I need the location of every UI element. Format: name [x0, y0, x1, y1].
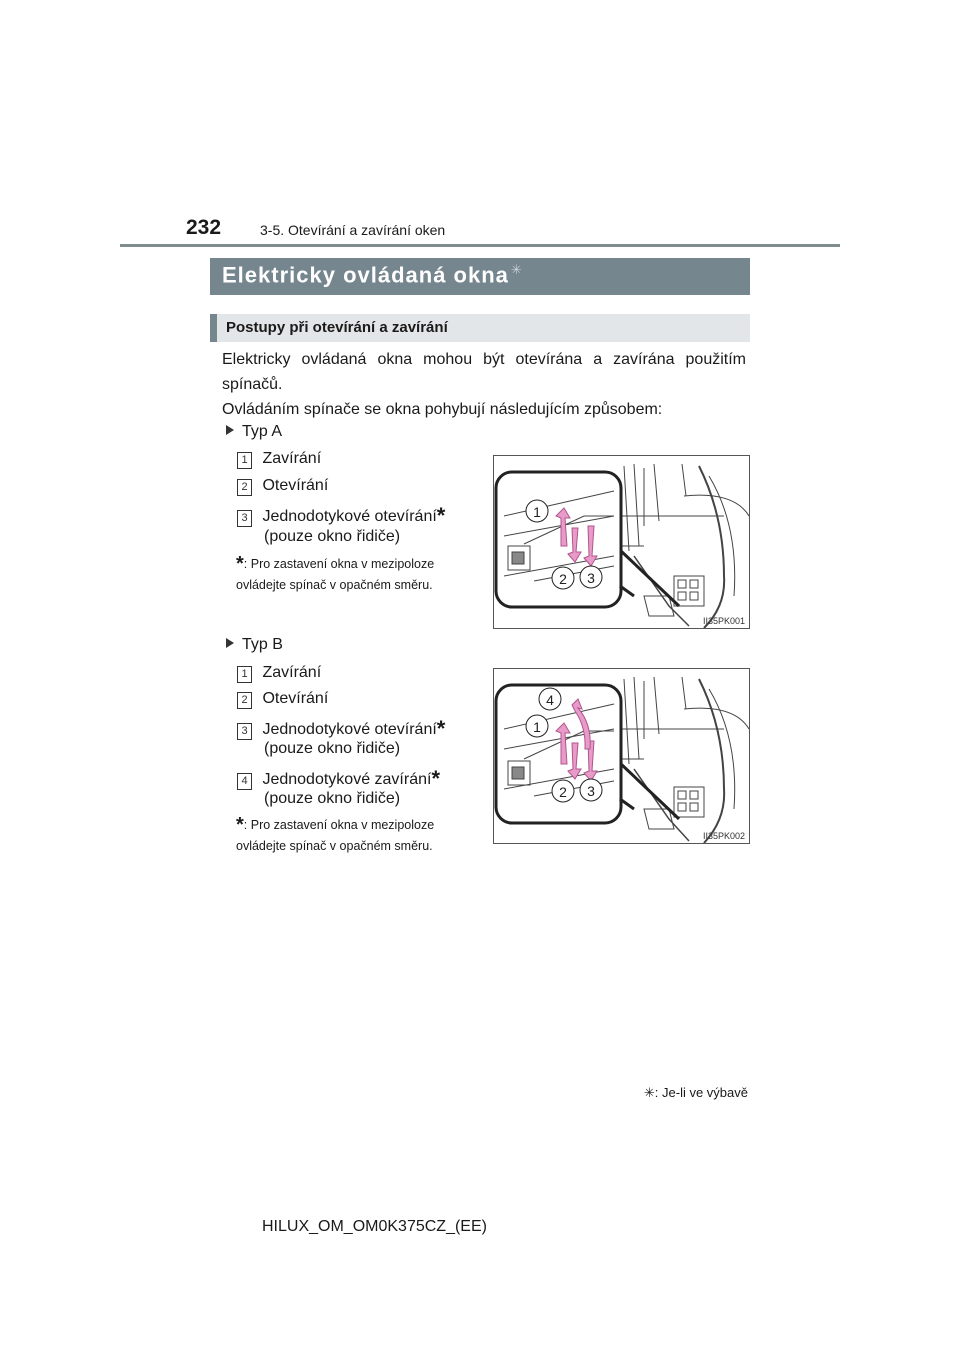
item-text: Zavírání — [262, 450, 322, 467]
title-bar — [210, 258, 750, 295]
type-a-heading — [226, 423, 282, 441]
type-b-item-3-sub: (pouze okno řidiče) — [264, 740, 401, 757]
note-text: : Pro zastavení okna v mezipoloze ovládejte spínač v opačném směru. — [236, 557, 435, 592]
item-number: 2 — [237, 479, 252, 496]
subtitle-accent — [210, 314, 217, 342]
callout-1: 1 — [533, 504, 541, 520]
figure-code: II35PK001 — [702, 616, 745, 626]
item-number: 1 — [237, 452, 252, 469]
subtitle-bar — [210, 314, 750, 342]
type-a-item-3-sub: (pouze okno řidiče) — [264, 528, 401, 545]
type-a-item-1 — [237, 450, 321, 469]
callout-2: 2 — [559, 571, 567, 587]
triangle-bullet-icon — [226, 638, 234, 648]
item-text: Jednodotykové otevírání — [262, 721, 437, 738]
section-path: 3-5. Otevírání a zavírání oken — [260, 222, 446, 238]
page-title — [222, 262, 523, 288]
item-number: 4 — [237, 773, 252, 790]
figure-type-b — [493, 668, 750, 844]
type-b-item-1 — [237, 664, 321, 683]
note-text: : Pro zastavení okna v mezipoloze ovládejte spínač v opačném směru. — [236, 818, 435, 853]
type-a-heading-text: Typ A — [242, 423, 283, 440]
page-title-text: Elektricky ovládaná okna — [222, 262, 509, 288]
callout-3: 3 — [587, 783, 595, 799]
item-number: 2 — [237, 692, 252, 709]
item-number: 3 — [237, 510, 252, 527]
item-number: 1 — [237, 666, 252, 683]
item-text: Otevírání — [262, 477, 329, 494]
window-switch-illustration-b — [494, 669, 749, 843]
equipment-mark: ✳ — [510, 262, 523, 277]
figure-type-a — [493, 455, 750, 629]
window-switch-illustration-a — [494, 456, 749, 628]
asterisk-mark: * — [436, 716, 446, 741]
item-text: Jednodotykové zavírání — [262, 771, 432, 788]
type-b-item-4 — [237, 766, 440, 792]
note-asterisk: * — [236, 814, 244, 836]
footnote — [644, 1085, 748, 1101]
type-b-item-4-sub: (pouze okno řidiče) — [264, 790, 401, 807]
type-b-note — [236, 814, 482, 855]
type-b-heading — [226, 636, 283, 654]
asterisk-mark: * — [436, 503, 446, 528]
callout-3: 3 — [587, 570, 595, 586]
item-text: Zavírání — [262, 664, 322, 681]
footnote-text: : Je-li ve výbavě — [654, 1085, 748, 1100]
movement-paragraph: Ovládáním spínače se okna pohybují následujícím způsobem: — [222, 401, 663, 418]
subtitle: Postupy při otevírání a zavírání — [226, 319, 448, 336]
asterisk-mark: * — [431, 766, 441, 791]
header-divider — [120, 244, 840, 247]
intro-paragraph: Elektricky ovládaná okna mohou být otevírána a zavírána použitím spínačů. — [222, 351, 746, 393]
note-asterisk: * — [236, 553, 244, 575]
type-a-note — [236, 553, 482, 594]
figure-code: II35PK002 — [702, 831, 745, 841]
item-number: 3 — [237, 723, 252, 740]
footnote-mark: ✳ — [643, 1085, 655, 1100]
item-text: Jednodotykové otevírání — [262, 508, 437, 525]
item-text: Otevírání — [262, 690, 329, 707]
callout-4: 4 — [546, 692, 554, 708]
type-b-item-3 — [237, 716, 445, 742]
type-a-item-2 — [237, 477, 328, 496]
callout-2: 2 — [559, 784, 567, 800]
type-a-item-3 — [237, 503, 445, 529]
triangle-bullet-icon — [226, 425, 234, 435]
type-b-item-2 — [237, 690, 328, 709]
document-code: HILUX_OM_OM0K375CZ_(EE) — [262, 1218, 487, 1235]
page-number: 232 — [186, 216, 222, 239]
type-b-heading-text: Typ B — [242, 636, 283, 653]
callout-1: 1 — [533, 719, 541, 735]
